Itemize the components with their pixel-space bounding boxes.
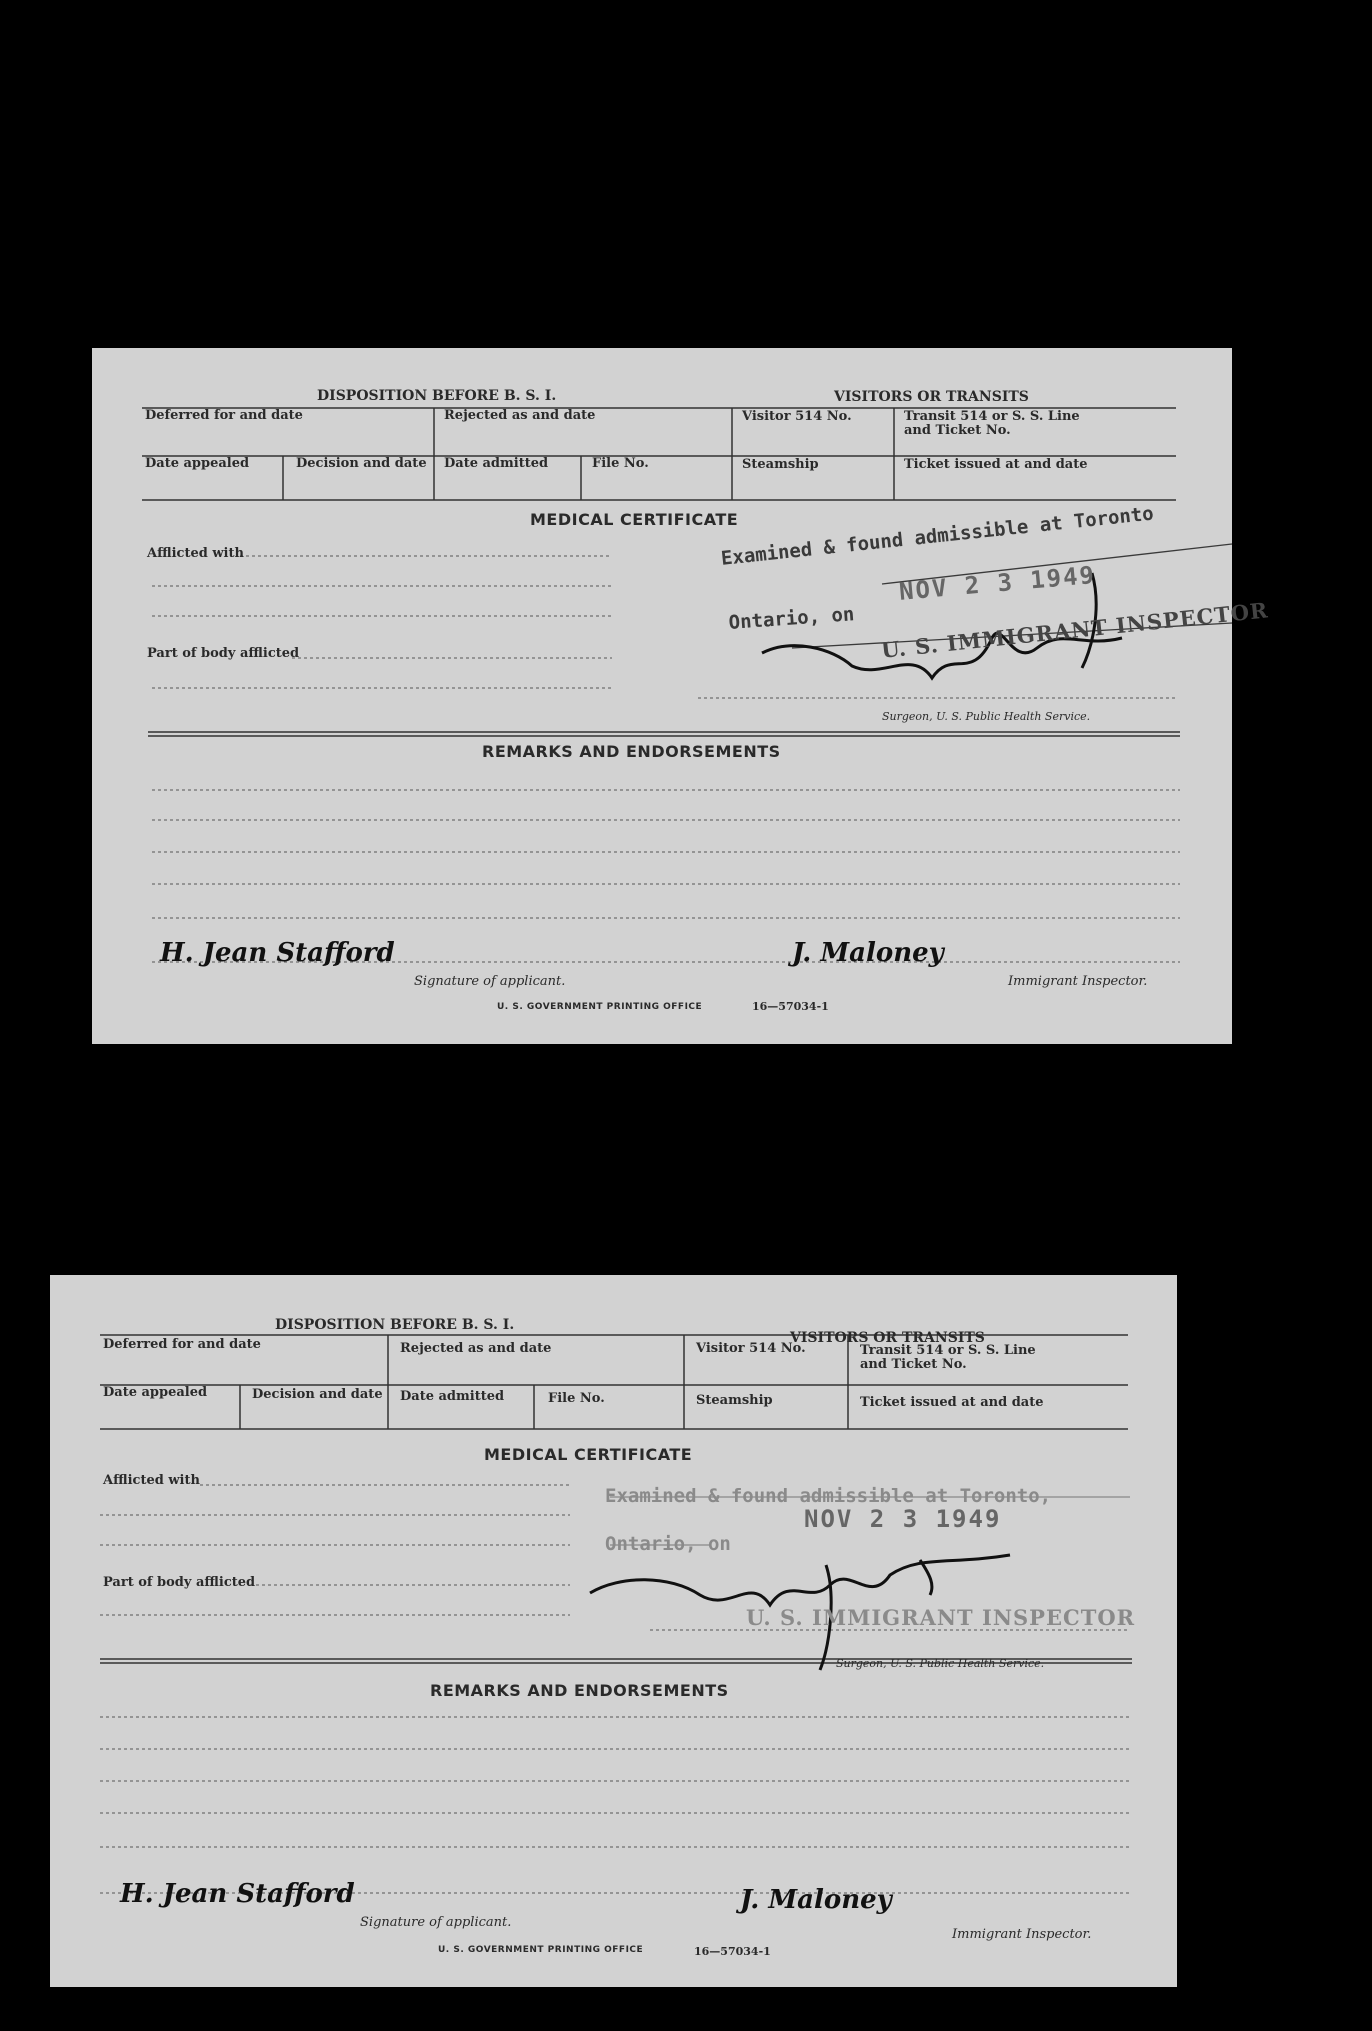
ticket-issued-label: Ticket issued at and date <box>904 457 1088 472</box>
printing-office-label: U. S. GOVERNMENT PRINTING OFFICE <box>497 1002 703 1012</box>
inspector-stamp: U. S. IMMIGRANT INSPECTOR <box>880 597 1270 663</box>
ontario-on-stamp: Ontario, on <box>728 603 856 634</box>
medical-certificate-header: MEDICAL CERTIFICATE <box>484 1445 693 1464</box>
immigration-card-2 <box>50 1275 1177 1987</box>
visitor-514-label: Visitor 514 No. <box>742 409 852 424</box>
steamship-label: Steamship <box>742 457 819 472</box>
applicant-signature: H. Jean Stafford <box>120 1879 355 1909</box>
surgeon-label: Surgeon, U. S. Public Health Service. <box>836 1657 1045 1670</box>
inspector-signature: J. Maloney <box>792 938 944 968</box>
date-stamp: NOV 2 3 1949 <box>804 1505 1002 1533</box>
disposition-header: DISPOSITION BEFORE B. S. I. <box>317 388 557 404</box>
steamship-label: Steamship <box>696 1393 773 1408</box>
printing-office-label: U. S. GOVERNMENT PRINTING OFFICE <box>438 1945 644 1955</box>
file-no-label: File No. <box>548 1391 605 1406</box>
rejected-label: Rejected as and date <box>444 408 596 423</box>
part-of-body-label: Part of body afflicted <box>147 646 300 661</box>
date-admitted-label: Date admitted <box>444 456 549 471</box>
decision-label: Decision and date <box>252 1387 383 1402</box>
visitors-header: VISITORS OR TRANSITS <box>834 389 1029 405</box>
applicant-signature: H. Jean Stafford <box>160 938 395 968</box>
disposition-header: DISPOSITION BEFORE B. S. I. <box>275 1317 515 1333</box>
surgeon-label: Surgeon, U. S. Public Health Service. <box>882 710 1091 723</box>
transit-ticket-label: and Ticket No. <box>860 1357 967 1372</box>
remarks-header: REMARKS AND ENDORSEMENTS <box>482 742 781 761</box>
afflicted-with-label: Afflicted with <box>147 546 244 561</box>
date-stamp: NOV 2 3 1949 <box>898 560 1098 606</box>
form-number: 16—57034-1 <box>752 1000 829 1013</box>
ticket-issued-label: Ticket issued at and date <box>860 1395 1044 1410</box>
signature-of-applicant-label: Signature of applicant. <box>414 974 566 989</box>
visitors-header: VISITORS OR TRANSITS <box>790 1330 985 1346</box>
immigrant-inspector-label: Immigrant Inspector. <box>1008 974 1148 989</box>
examined-stamp: Examined & found admissible at Toronto, <box>605 1485 1052 1507</box>
part-of-body-label: Part of body afflicted <box>103 1575 256 1590</box>
date-admitted-label: Date admitted <box>400 1389 505 1404</box>
rejected-label: Rejected as and date <box>400 1341 552 1356</box>
immigration-card-1 <box>92 348 1270 1044</box>
transit-514-label: Transit 514 or S. S. Line <box>904 409 1080 424</box>
file-no-label: File No. <box>592 456 649 471</box>
date-appealed-label: Date appealed <box>103 1385 208 1400</box>
decision-label: Decision and date <box>296 456 427 471</box>
deferred-label: Deferred for and date <box>145 408 303 423</box>
inspector-stamp: U. S. IMMIGRANT INSPECTOR <box>746 1605 1136 1630</box>
form-number: 16—57034-1 <box>694 1945 771 1958</box>
transit-ticket-label: and Ticket No. <box>904 423 1011 438</box>
signature-of-applicant-label: Signature of applicant. <box>360 1915 512 1930</box>
transit-514-label: Transit 514 or S. S. Line <box>860 1343 1036 1358</box>
remarks-header: REMARKS AND ENDORSEMENTS <box>430 1681 729 1700</box>
visitor-514-label: Visitor 514 No. <box>696 1341 806 1356</box>
medical-certificate-header: MEDICAL CERTIFICATE <box>530 510 739 529</box>
immigrant-inspector-label: Immigrant Inspector. <box>952 1927 1092 1942</box>
inspector-signature: J. Maloney <box>740 1885 892 1915</box>
deferred-label: Deferred for and date <box>103 1337 261 1352</box>
ontario-on-stamp: Ontario, on <box>605 1533 731 1555</box>
afflicted-with-label: Afflicted with <box>103 1473 200 1488</box>
examined-stamp: Examined & found admissible at Toronto <box>720 502 1155 570</box>
date-appealed-label: Date appealed <box>145 456 250 471</box>
